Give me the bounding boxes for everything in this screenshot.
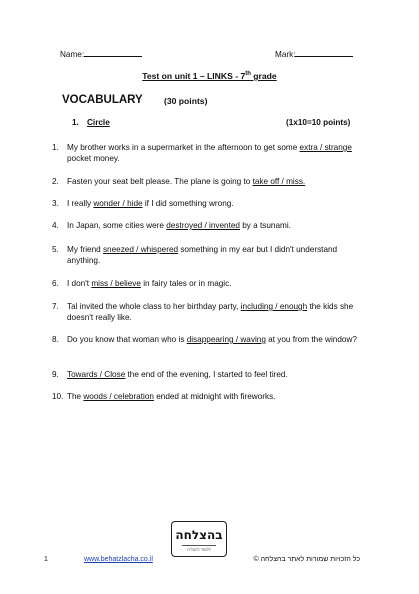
question-number: 3. <box>52 199 59 208</box>
question-text: My brother works in a supermarket in the afternoon to get some extra / strange pocket money. <box>67 143 352 163</box>
question-10 <box>52 392 372 404</box>
question-text: Fasten your seat belt please. The plane is going to take off / miss. <box>67 177 306 186</box>
name-blank <box>84 48 142 57</box>
name-field <box>60 48 142 59</box>
question-number: 8. <box>52 335 59 344</box>
choice-options[interactable]: miss / believe <box>91 279 141 288</box>
choice-options[interactable]: woods / celebration <box>83 392 154 401</box>
choice-options[interactable]: including / enough <box>240 302 308 311</box>
question-text: My friend sneezed / whispered something in my ear but I didn't understand anything. <box>67 245 338 265</box>
question-9 <box>52 370 372 382</box>
question-number: 7. <box>52 302 59 311</box>
footer-link[interactable]: www.behatzlacha.co.il <box>84 556 153 563</box>
question-number: 10. <box>52 392 64 401</box>
question-number: 4. <box>52 221 59 230</box>
mark-blank <box>295 48 353 57</box>
question-5 <box>52 245 372 267</box>
name-label: Name: <box>60 50 85 59</box>
footer-copyright: כל הזכויות שמורות לאתר בהצלחה © <box>253 556 360 563</box>
logo-divider <box>182 545 216 546</box>
question-text: Tal invited the whole class to her birthday party, including / enough the kids she doesn't really like. <box>67 302 354 322</box>
task-number: 1. <box>72 118 79 127</box>
question-4 <box>52 221 372 233</box>
question-8 <box>52 335 372 357</box>
page-title: Test on unit 1 – LINKS - 7th grade <box>142 71 277 81</box>
question-7 <box>52 302 372 324</box>
choice-options[interactable]: destroyed / invented <box>166 221 240 230</box>
choice-options[interactable]: wonder / hide <box>93 199 143 208</box>
logo-subtext: ללמוד להצליח <box>187 547 211 552</box>
logo-text: בהצלחה <box>175 528 223 542</box>
question-2 <box>52 177 372 189</box>
question-text: In Japan, some cities were destroyed / invented by a tsunami. <box>67 221 291 230</box>
mark-label: Mark: <box>275 50 296 59</box>
task-points: (1x10=10 points) <box>286 118 351 127</box>
question-text: I don't miss / believe in fairy tales or in magic. <box>67 279 232 288</box>
question-number: 9. <box>52 370 59 379</box>
choice-options[interactable]: disappearing / waving <box>186 335 266 344</box>
question-number: 5. <box>52 245 59 254</box>
question-number: 6. <box>52 279 59 288</box>
question-text: Towards / Close the end of the evening, I started to feel tired. <box>67 370 288 379</box>
brand-logo <box>171 521 227 557</box>
question-number: 1. <box>52 143 59 152</box>
choice-options[interactable]: take off / miss. <box>252 177 306 186</box>
section-points: (30 points) <box>164 96 208 106</box>
title-sup: th <box>245 71 251 78</box>
question-6 <box>52 279 372 291</box>
question-1 <box>52 143 372 165</box>
question-text: The woods / celebration ended at midnight with fireworks. <box>67 392 276 401</box>
section-heading: VOCABULARY <box>62 94 143 106</box>
choice-options[interactable]: sneezed / whispered <box>102 245 179 254</box>
task-label: Circle <box>87 118 110 127</box>
page-number: 1 <box>44 556 48 563</box>
choice-options[interactable]: extra / strange <box>299 143 352 152</box>
mark-field <box>275 48 353 59</box>
question-text: Do you know that woman who is disappearing / waving at you from the window? <box>67 335 357 344</box>
choice-options[interactable]: Towards / Close <box>67 370 126 379</box>
question-3 <box>52 199 372 211</box>
question-text: I really wonder / hide if I did something wrong. <box>67 199 234 208</box>
question-number: 2. <box>52 177 59 186</box>
